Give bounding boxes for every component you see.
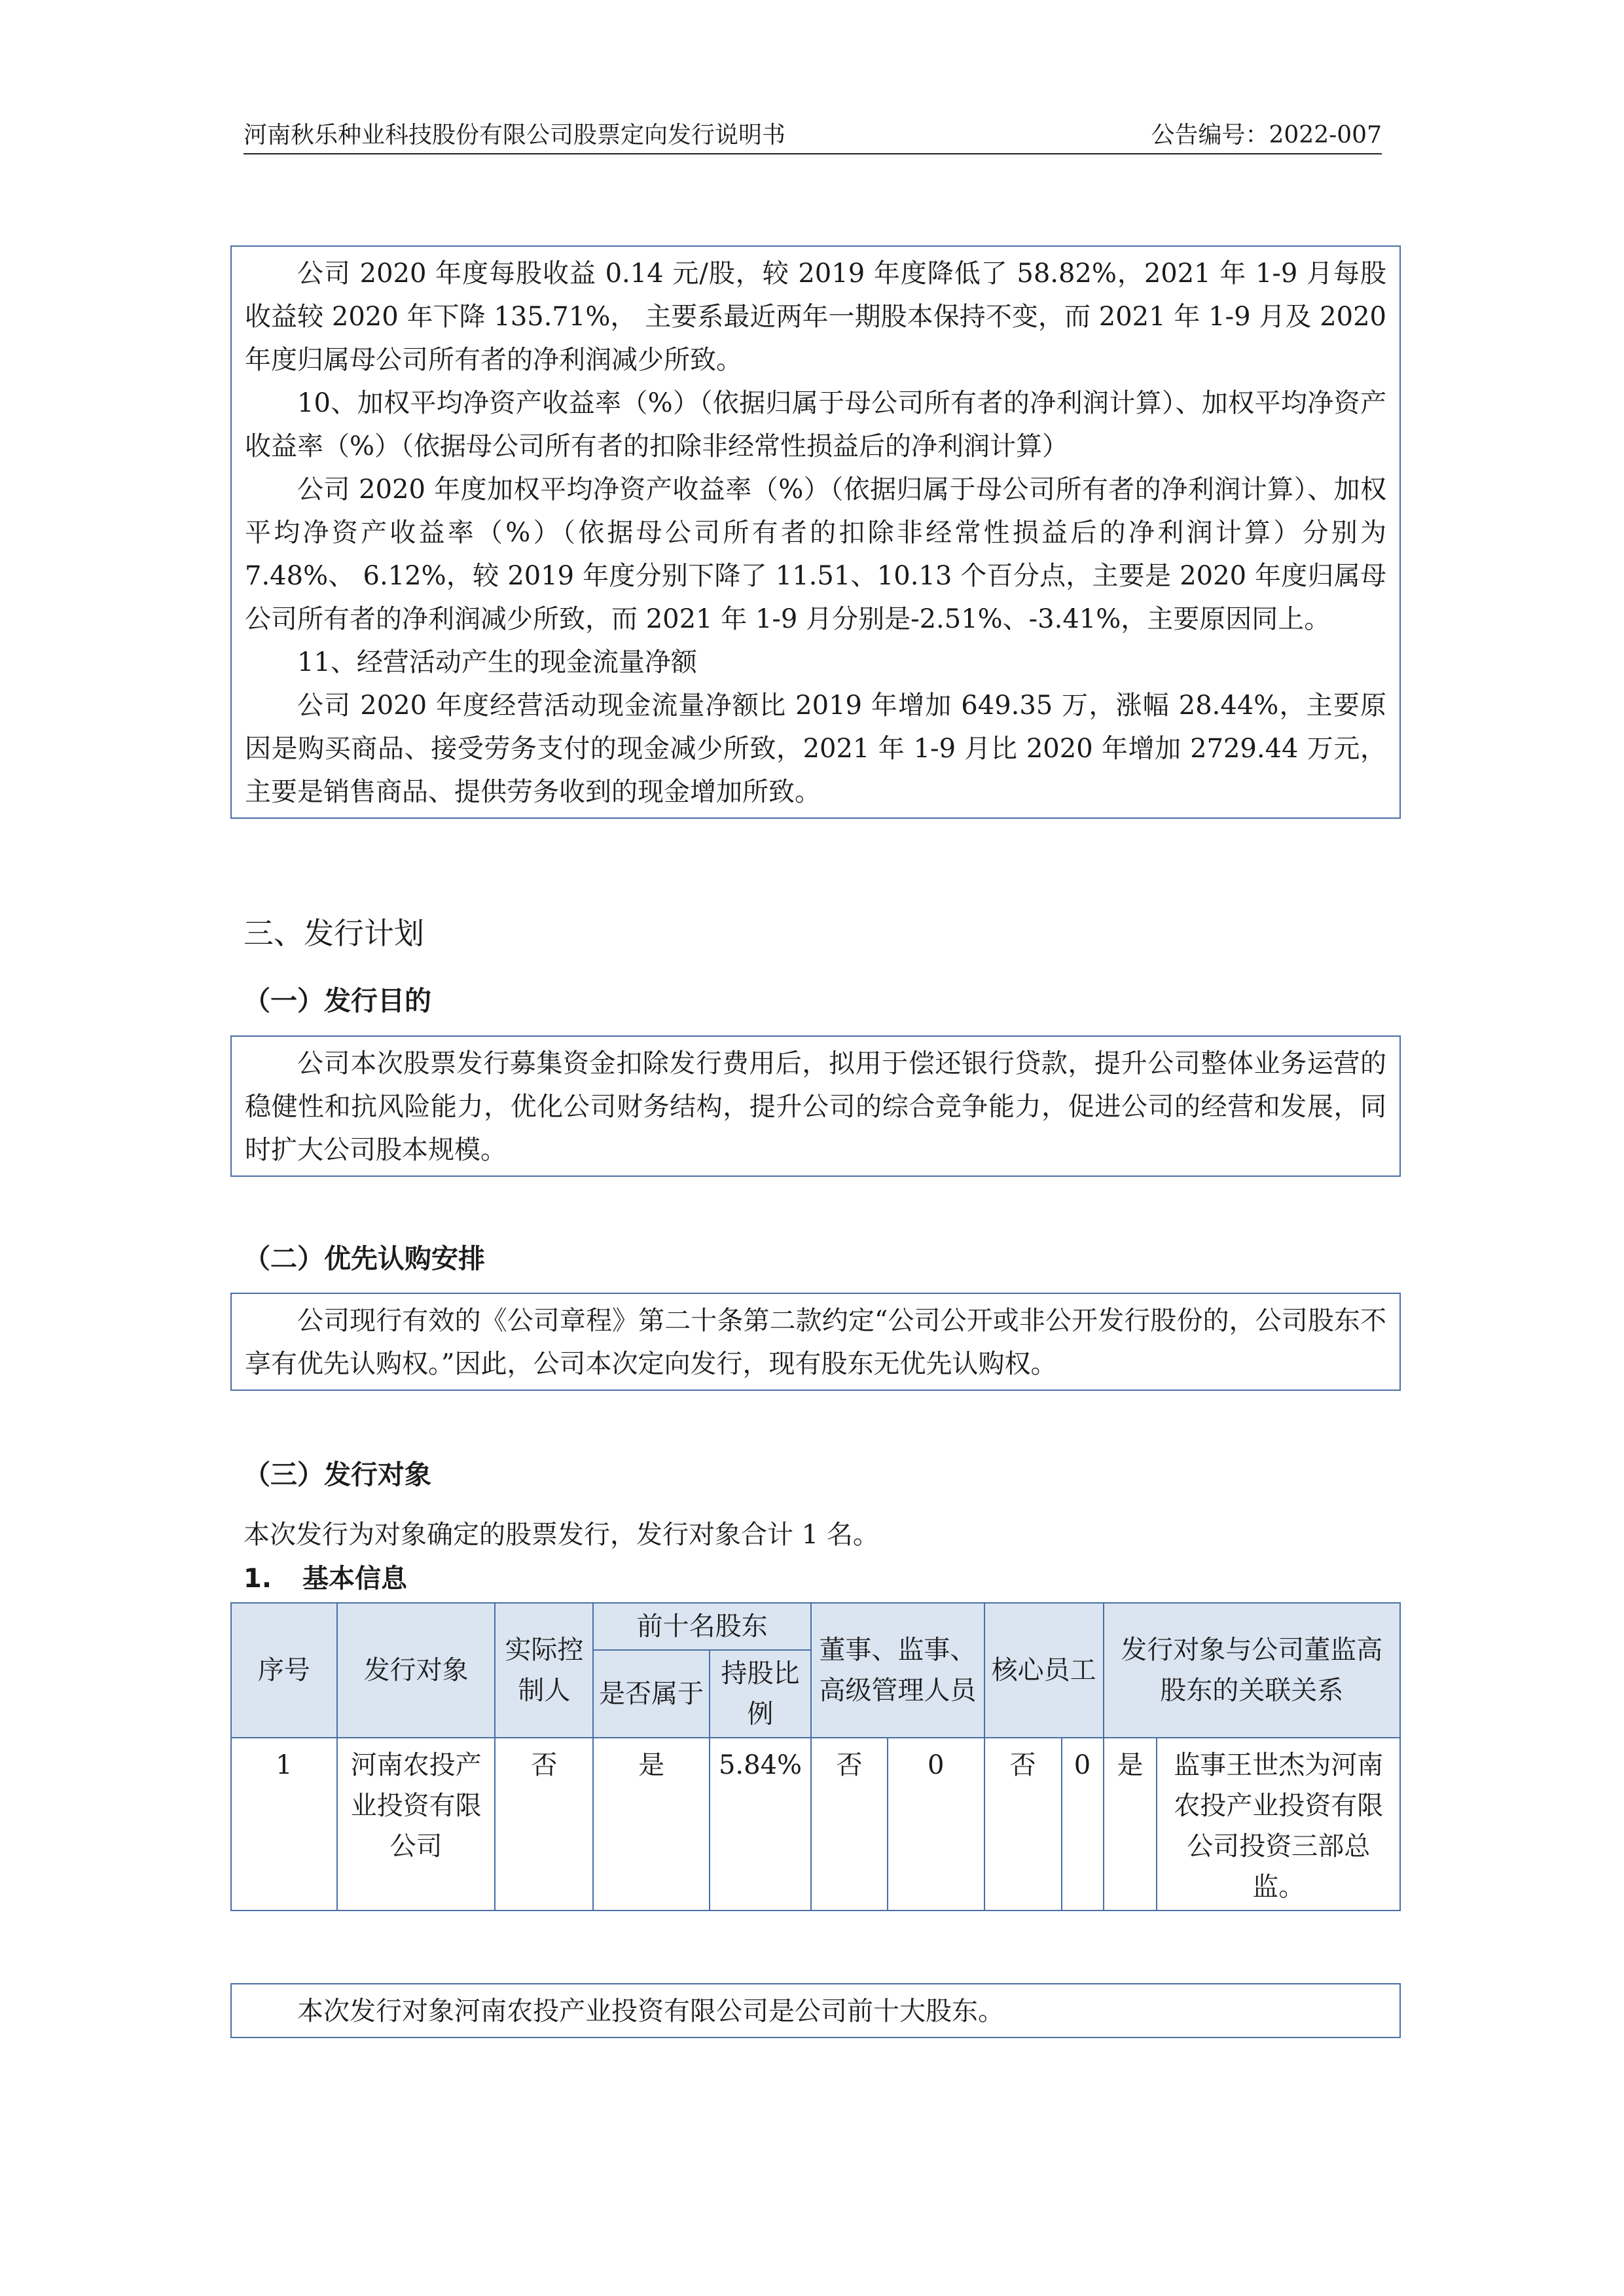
cell-no: 1 bbox=[231, 1738, 337, 1910]
cashflow-paragraph: 公司 2020 年度经营活动现金流量净额比 2019 年增加 649.35 万，涨幅 28.44%，主要原因是购买商品、接受劳务支付的现金减少所致，2021 年 1-9 月比 2020 年增加 2729.44 万元，主要是销售商品、提供劳务收到的现金增加所致。 bbox=[245, 691, 1386, 807]
financial-analysis-box bbox=[230, 245, 1401, 819]
roe-paragraph: 公司 2020 年度加权平均净资产收益率（%）（依据归属于母公司所有者的净利润计算）、加权平均净资产收益率（%）（依据母公司所有者的扣除非经常性损益后的净利润计算）分别为 7.48%、 6.12%，较 2019 年度分别下降了 11.51、10.13 个百分点，主要是 2020 年度归属母公司所有者的净利润减少所致，而 2021 年 1-9 月分别是-2.51%、-3.41%，主要原因同上。 bbox=[245, 475, 1386, 634]
header-relation: 发行对象与公司董监高股东的关联关系 bbox=[1104, 1603, 1401, 1738]
page-header bbox=[244, 111, 1382, 154]
cell-core-flag: 否 bbox=[984, 1738, 1062, 1910]
purpose-box bbox=[230, 1035, 1401, 1177]
cell-director-val: 0 bbox=[888, 1738, 984, 1910]
basic-info-table bbox=[230, 1602, 1401, 1911]
basic-info-heading bbox=[244, 1558, 407, 1595]
cell-belong: 是 bbox=[593, 1738, 710, 1910]
cell-core-val: 0 bbox=[1062, 1738, 1104, 1910]
header-target: 发行对象 bbox=[337, 1603, 496, 1738]
purpose-text: 公司本次股票发行募集资金扣除发行费用后，拟用于偿还银行贷款，提升公司整体业务运营的稳健性和抗风险能力，优化公司财务结构，提升公司的综合竞争能力，促进公司的经营和发展，同时扩大公司股本规模。 bbox=[245, 1049, 1386, 1165]
footer-note-box bbox=[230, 1983, 1401, 2038]
cell-target: 河南农投产业投资有限公司 bbox=[337, 1738, 496, 1910]
preemptive-heading: （二）优先认购安排 bbox=[244, 1243, 485, 1274]
eps-paragraph: 公司 2020 年度每股收益 0.14 元/股，较 2019 年度降低了 58.82%，2021 年 1-9 月每股收益较 2020 年下降 135.71%， 主要系最近两年一期股本保持不变，而 2021 年 1-9 月及 2020 年度归属母公司所有者的净利润减少所致。 bbox=[245, 259, 1386, 375]
table-row bbox=[231, 1738, 1400, 1910]
cell-controller: 否 bbox=[495, 1738, 593, 1910]
header-no: 序号 bbox=[231, 1603, 337, 1738]
basic-info-number: 1. bbox=[244, 1564, 272, 1594]
header-top10: 前十名股东 bbox=[593, 1603, 811, 1650]
cell-relation-flag: 是 bbox=[1104, 1738, 1157, 1910]
header-top10-belong: 是否属于 bbox=[593, 1650, 710, 1738]
preemptive-box bbox=[230, 1293, 1401, 1391]
header-directors: 董事、监事、高级管理人员 bbox=[811, 1603, 984, 1738]
roe-heading: 10、加权平均净资产收益率（%）（依据归属于母公司所有者的净利润计算）、加权平均净资产收益率（%）（依据母公司所有者的扣除非经常性损益后的净利润计算） bbox=[245, 388, 1386, 461]
table-header-row bbox=[231, 1603, 1400, 1650]
cell-director-flag: 否 bbox=[811, 1738, 888, 1910]
basic-info-label: 基本信息 bbox=[302, 1564, 407, 1594]
footer-note: 本次发行对象河南农投产业投资有限公司是公司前十大股东。 bbox=[297, 1996, 1004, 2026]
document-title: 河南秋乐种业科技股份有限公司股票定向发行说明书 bbox=[244, 122, 786, 149]
header-core: 核心员工 bbox=[984, 1603, 1104, 1738]
cell-ratio: 5.84% bbox=[710, 1738, 811, 1910]
targets-intro: 本次发行为对象确定的股票发行，发行对象合计 1 名。 bbox=[244, 1520, 879, 1550]
header-top10-ratio: 持股比例 bbox=[710, 1650, 811, 1738]
cell-relation-text: 监事王世杰为河南农投产业投资有限公司投资三部总监。 bbox=[1157, 1738, 1400, 1910]
announcement-number: 公告编号：2022-007 bbox=[1151, 122, 1382, 149]
header-controller: 实际控制人 bbox=[495, 1603, 593, 1738]
targets-heading: （三）发行对象 bbox=[244, 1459, 431, 1490]
cashflow-heading: 11、经营活动产生的现金流量净额 bbox=[297, 647, 697, 677]
section-title: 三、发行计划 bbox=[244, 916, 424, 951]
preemptive-text: 公司现行有效的《公司章程》第二十条第二款约定“公司公开或非公开发行股份的，公司股东不享有优先认购权。”因此，公司本次定向发行，现有股东无优先认购权。 bbox=[245, 1306, 1386, 1379]
purpose-heading: （一）发行目的 bbox=[244, 985, 431, 1016]
